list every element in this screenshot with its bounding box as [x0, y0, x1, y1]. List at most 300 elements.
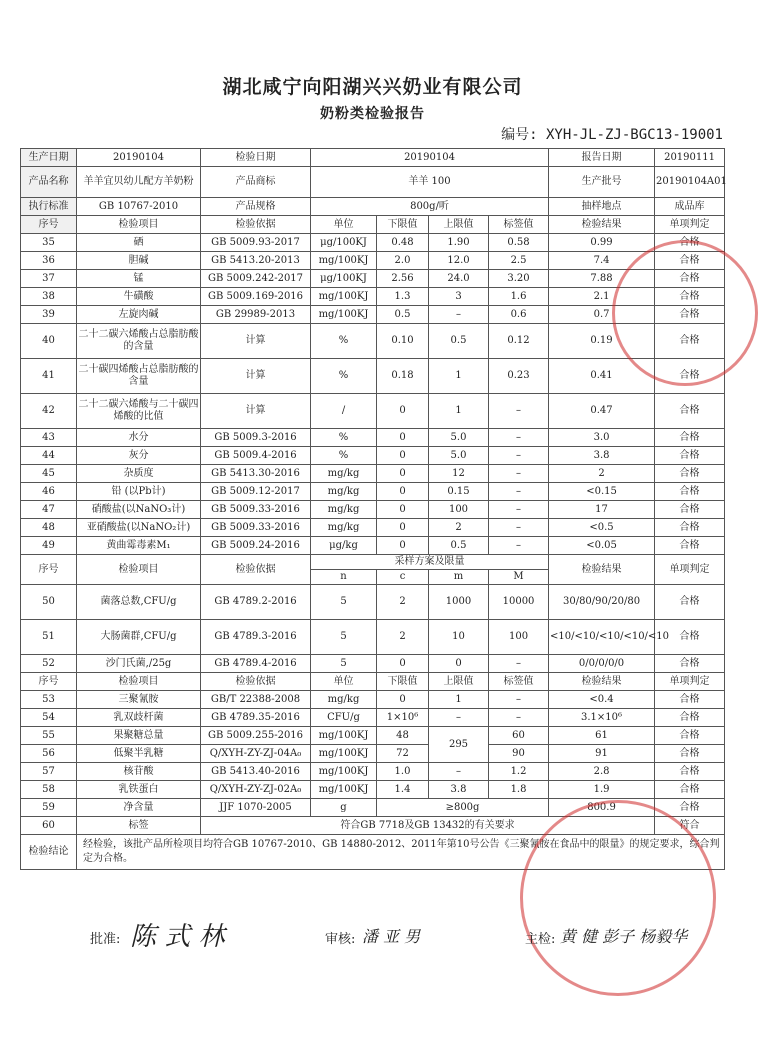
column-header: 上限值: [429, 216, 489, 234]
table-cell: 3.8: [429, 781, 489, 799]
table-cell: 0.23: [489, 359, 549, 394]
table-cell: 2.1: [549, 288, 655, 306]
table-cell: <0.05: [549, 537, 655, 555]
table-cell: 1.4: [377, 781, 429, 799]
table-cell: GB 4789.35-2016: [201, 709, 311, 727]
table-cell: –: [429, 763, 489, 781]
table-cell: 硒: [77, 234, 201, 252]
header-row-3: [21, 673, 725, 691]
table-cell: Q/XYH-ZY-ZJ-04A₀: [201, 745, 311, 763]
table-cell: GB 5009.24-2016: [201, 537, 311, 555]
report-table: [20, 148, 725, 870]
table-row: [21, 394, 725, 429]
table-cell: 5.0: [429, 429, 489, 447]
spec: 800g/听: [311, 198, 549, 216]
table-cell: –: [489, 483, 549, 501]
table-cell: 1.0: [377, 763, 429, 781]
column-header: 检验结果: [549, 216, 655, 234]
table-cell: 12: [429, 465, 489, 483]
table-cell: 计算: [201, 394, 311, 429]
header-row-1: [21, 216, 725, 234]
company-name: 湖北咸宁向阳湖兴兴奶业有限公司: [222, 76, 523, 98]
table-row: [21, 483, 725, 501]
table-row: [21, 727, 725, 745]
table-cell: GB/T 22388-2008: [201, 691, 311, 709]
row-number: 49: [21, 537, 77, 555]
table-cell: –: [489, 447, 549, 465]
conclusion-text: 经检验，该批产品所检项目均符合GB 10767-2010、GB 14880-2012、2011年第10号公告《三聚氰胺在食品中的限量》的规定要求，综合判定为合格。: [77, 835, 725, 870]
table-cell: 合格: [655, 519, 725, 537]
table-cell: 乳双歧杆菌: [77, 709, 201, 727]
row-number: 60: [21, 817, 77, 835]
table-cell: –: [489, 537, 549, 555]
table-cell: JJF 1070-2005: [201, 799, 311, 817]
column-header: 检验结果: [549, 673, 655, 691]
red-seal-stamp-2: [520, 800, 716, 996]
table-cell: –: [489, 655, 549, 673]
table-cell: 合格: [655, 655, 725, 673]
table-cell: 合格: [655, 483, 725, 501]
table-cell: GB 5009.12-2017: [201, 483, 311, 501]
row-number: 51: [21, 620, 77, 655]
table-cell: GB 5413.30-2016: [201, 465, 311, 483]
table-cell: 0.41: [549, 359, 655, 394]
table-cell: 合格: [655, 288, 725, 306]
table-cell: GB 5009.169-2016: [201, 288, 311, 306]
table-cell: 7.88: [549, 270, 655, 288]
table-cell: 合格: [655, 447, 725, 465]
table-cell: 3.20: [489, 270, 549, 288]
table-cell: 标签: [77, 817, 201, 835]
table-cell: 1.8: [489, 781, 549, 799]
table-cell: 2: [429, 519, 489, 537]
table-cell: –: [489, 394, 549, 429]
table-cell: mg/kg: [311, 519, 377, 537]
test-label: 主检:: [525, 932, 556, 947]
table-row: [21, 252, 725, 270]
row-number: 42: [21, 394, 77, 429]
table-cell: GB 5009.242-2017: [201, 270, 311, 288]
report-date: 20190111: [655, 149, 725, 167]
table-cell: GB 4789.3-2016: [201, 620, 311, 655]
table-cell: –: [489, 709, 549, 727]
table-cell: 2: [377, 585, 429, 620]
table-cell: –: [489, 519, 549, 537]
table-cell: μg/kg: [311, 537, 377, 555]
table-cell: 0.99: [549, 234, 655, 252]
signature-row: [0, 912, 745, 962]
column-header: 检验项目: [77, 555, 201, 585]
table-cell: 合格: [655, 585, 725, 620]
review-label: 审核:: [325, 932, 356, 947]
table-cell: 2.8: [549, 763, 655, 781]
table-cell: 3.0: [549, 429, 655, 447]
standard: GB 10767-2010: [77, 198, 201, 216]
product-name-label: 产品名称: [21, 167, 77, 198]
table-cell: 0: [377, 394, 429, 429]
column-header: 序号: [21, 216, 77, 234]
table-cell: 牛磺酸: [77, 288, 201, 306]
table-cell: 符合GB 7718及GB 13432的有关要求: [201, 817, 655, 835]
row-number: 39: [21, 306, 77, 324]
approve-label: 批准:: [90, 932, 121, 947]
table-cell: <0.5: [549, 519, 655, 537]
table-cell: 7.4: [549, 252, 655, 270]
table-cell: 1: [429, 691, 489, 709]
table-cell: –: [489, 691, 549, 709]
table-cell: 黄曲霉毒素M₁: [77, 537, 201, 555]
table-cell: mg/kg: [311, 483, 377, 501]
table-cell: 0/0/0/0/0: [549, 655, 655, 673]
table-row: [21, 745, 725, 763]
column-header: 上限值: [429, 673, 489, 691]
table-cell: 1000: [429, 585, 489, 620]
table-cell: 0: [377, 429, 429, 447]
table-cell: 水分: [77, 429, 201, 447]
table-cell: 295: [429, 727, 489, 763]
table-cell: mg/100KJ: [311, 288, 377, 306]
column-header: 序号: [21, 555, 77, 585]
table-cell: 91: [549, 745, 655, 763]
table-cell: mg/100KJ: [311, 781, 377, 799]
table-cell: 核苷酸: [77, 763, 201, 781]
table-cell: 5: [311, 655, 377, 673]
table-cell: CFU/g: [311, 709, 377, 727]
table-cell: 1.3: [377, 288, 429, 306]
table-cell: –: [489, 465, 549, 483]
table-row: [21, 234, 725, 252]
table-cell: g: [311, 799, 377, 817]
table-row: [21, 465, 725, 483]
report-number: 编号: XYH-JL-ZJ-BGC13-19001: [501, 127, 723, 143]
table-cell: <0.15: [549, 483, 655, 501]
column-header: 单项判定: [655, 673, 725, 691]
table-cell: 1×10⁶: [377, 709, 429, 727]
table-cell: 合格: [655, 359, 725, 394]
column-header: M: [489, 570, 549, 585]
table-cell: GB 5009.3-2016: [201, 429, 311, 447]
table-cell: 灰分: [77, 447, 201, 465]
column-header: 采样方案及限量: [311, 555, 549, 570]
row-number: 57: [21, 763, 77, 781]
table-cell: 合格: [655, 763, 725, 781]
table-cell: GB 5009.93-2017: [201, 234, 311, 252]
table-cell: 3: [429, 288, 489, 306]
review-signature: 潘 亚 男: [362, 927, 421, 946]
table-cell: 17: [549, 501, 655, 519]
table-row: [21, 709, 725, 727]
brand-label: 产品商标: [201, 167, 311, 198]
product-name: 羊羊宜贝幼儿配方羊奶粉: [77, 167, 201, 198]
table-row: [21, 501, 725, 519]
prod-date: 20190104: [77, 149, 201, 167]
table-cell: mg/kg: [311, 465, 377, 483]
table-cell: mg/100KJ: [311, 745, 377, 763]
table-cell: GB 4789.2-2016: [201, 585, 311, 620]
table-cell: 0.18: [377, 359, 429, 394]
row-number: 58: [21, 781, 77, 799]
column-header: 检验项目: [77, 673, 201, 691]
table-cell: 左旋肉碱: [77, 306, 201, 324]
row-number: 35: [21, 234, 77, 252]
spec-label: 产品规格: [201, 198, 311, 216]
column-header: 标签值: [489, 216, 549, 234]
table-cell: 0.5: [429, 324, 489, 359]
sampling-label: 抽样地点: [549, 198, 655, 216]
table-cell: 计算: [201, 359, 311, 394]
table-cell: mg/kg: [311, 691, 377, 709]
table-row: [21, 359, 725, 394]
row-number: 37: [21, 270, 77, 288]
table-cell: 0: [377, 465, 429, 483]
test-date-label: 检验日期: [201, 149, 311, 167]
column-header: 下限值: [377, 216, 429, 234]
table-cell: GB 5413.40-2016: [201, 763, 311, 781]
table-cell: 合格: [655, 429, 725, 447]
table-cell: 0.48: [377, 234, 429, 252]
row-number: 43: [21, 429, 77, 447]
table-cell: /: [311, 394, 377, 429]
table-cell: GB 5413.20-2013: [201, 252, 311, 270]
info-row-1: [21, 149, 725, 167]
row-number: 40: [21, 324, 77, 359]
table-row: [21, 519, 725, 537]
table-cell: 二十二碳六烯酸占总脂肪酸的含量: [77, 324, 201, 359]
table-cell: 0.12: [489, 324, 549, 359]
standard-label: 执行标准: [21, 198, 77, 216]
table-row: [21, 585, 725, 620]
table-cell: 合格: [655, 270, 725, 288]
row-number: 44: [21, 447, 77, 465]
column-header: 单项判定: [655, 555, 725, 585]
table-cell: 61: [549, 727, 655, 745]
row-number: 41: [21, 359, 77, 394]
column-header: 标签值: [489, 673, 549, 691]
table-cell: 1.2: [489, 763, 549, 781]
table-cell: 2: [377, 620, 429, 655]
table-cell: 0: [377, 519, 429, 537]
table-cell: 0.47: [549, 394, 655, 429]
table-cell: 沙门氏菌,/25g: [77, 655, 201, 673]
test-date: 20190104: [311, 149, 549, 167]
table-cell: ≥800g: [377, 799, 549, 817]
table-row: [21, 429, 725, 447]
row-number: 55: [21, 727, 77, 745]
table-cell: 0.10: [377, 324, 429, 359]
table-cell: 0.5: [429, 537, 489, 555]
table-cell: 24.0: [429, 270, 489, 288]
table-cell: 合格: [655, 691, 725, 709]
table-cell: 0: [377, 537, 429, 555]
row-number: 38: [21, 288, 77, 306]
info-row-2: [21, 167, 725, 198]
column-header: 序号: [21, 673, 77, 691]
table-cell: 胆碱: [77, 252, 201, 270]
table-cell: 1: [429, 359, 489, 394]
table-cell: 100: [429, 501, 489, 519]
column-header: 单位: [311, 216, 377, 234]
table-cell: 0: [377, 691, 429, 709]
table-cell: 合格: [655, 252, 725, 270]
info-row-3: [21, 198, 725, 216]
table-cell: 低聚半乳糖: [77, 745, 201, 763]
table-cell: GB 5009.255-2016: [201, 727, 311, 745]
table-cell: 2.56: [377, 270, 429, 288]
table-row: [21, 655, 725, 673]
table-cell: 符合: [655, 817, 725, 835]
table-cell: 90: [489, 745, 549, 763]
column-header: 下限值: [377, 673, 429, 691]
row-number: 53: [21, 691, 77, 709]
table-cell: 48: [377, 727, 429, 745]
table-cell: 1.9: [549, 781, 655, 799]
table-cell: mg/100KJ: [311, 252, 377, 270]
table-cell: 10000: [489, 585, 549, 620]
table-row: [21, 620, 725, 655]
conclusion-label: 检验结论: [21, 835, 77, 870]
test-signature: 黄 健 彭子 杨毅华: [560, 927, 688, 946]
table-cell: 5.0: [429, 447, 489, 465]
table-cell: 0: [429, 655, 489, 673]
table-cell: GB 29989-2013: [201, 306, 311, 324]
table-cell: 合格: [655, 306, 725, 324]
table-row: [21, 763, 725, 781]
table-cell: 杂质度: [77, 465, 201, 483]
row-number: 52: [21, 655, 77, 673]
table-cell: 净含量: [77, 799, 201, 817]
table-cell: –: [489, 501, 549, 519]
table-cell: 0.15: [429, 483, 489, 501]
table-cell: 100: [489, 620, 549, 655]
column-header: 检验项目: [77, 216, 201, 234]
row-number: 54: [21, 709, 77, 727]
table-cell: 12.0: [429, 252, 489, 270]
brand: 羊羊 100: [311, 167, 549, 198]
table-cell: 1.6: [489, 288, 549, 306]
table-cell: –: [429, 306, 489, 324]
table-cell: 0: [377, 655, 429, 673]
row-number: 36: [21, 252, 77, 270]
table-cell: 0.7: [549, 306, 655, 324]
sampling: 成品库: [655, 198, 725, 216]
column-header: 检验依据: [201, 555, 311, 585]
table-cell: 1.90: [429, 234, 489, 252]
table-cell: 合格: [655, 324, 725, 359]
table-row: [21, 447, 725, 465]
table-cell: μg/100KJ: [311, 270, 377, 288]
table-cell: mg/kg: [311, 501, 377, 519]
table-cell: 3.1×10⁶: [549, 709, 655, 727]
prod-date-label: 生产日期: [21, 149, 77, 167]
table-row: [21, 537, 725, 555]
table-cell: 合格: [655, 394, 725, 429]
row-number: 59: [21, 799, 77, 817]
column-header: 检验结果: [549, 555, 655, 585]
batch: 20190104A01: [655, 167, 725, 198]
table-cell: 2.0: [377, 252, 429, 270]
table-cell: 合格: [655, 537, 725, 555]
row-number: 46: [21, 483, 77, 501]
table-cell: 合格: [655, 501, 725, 519]
table-cell: 亚硝酸盐(以NaNO₂计): [77, 519, 201, 537]
batch-label: 生产批号: [549, 167, 655, 198]
table-cell: <0.4: [549, 691, 655, 709]
table-cell: Q/XYH-ZY-ZJ-02A₀: [201, 781, 311, 799]
table-cell: 大肠菌群,CFU/g: [77, 620, 201, 655]
table-cell: 合格: [655, 799, 725, 817]
report-title: 奶粉类检验报告: [320, 106, 425, 122]
table-cell: 铅 (以Pb计): [77, 483, 201, 501]
table-cell: 果聚糖总量: [77, 727, 201, 745]
column-header: c: [377, 570, 429, 585]
row-number: 50: [21, 585, 77, 620]
table-cell: 72: [377, 745, 429, 763]
report-date-label: 报告日期: [549, 149, 655, 167]
table-cell: 0.5: [377, 306, 429, 324]
column-header: 检验依据: [201, 216, 311, 234]
table-cell: 0.6: [489, 306, 549, 324]
table-cell: <10/<10/<10/<10/<10: [549, 620, 655, 655]
table-cell: 0: [377, 447, 429, 465]
table-cell: mg/100KJ: [311, 727, 377, 745]
table-cell: GB 5009.33-2016: [201, 501, 311, 519]
column-header: 检验依据: [201, 673, 311, 691]
table-cell: 合格: [655, 781, 725, 799]
table-cell: 3.8: [549, 447, 655, 465]
column-header: n: [311, 570, 377, 585]
table-cell: 5: [311, 620, 377, 655]
table-cell: 乳铁蛋白: [77, 781, 201, 799]
table-row: [21, 781, 725, 799]
table-cell: 0: [377, 483, 429, 501]
table-cell: mg/100KJ: [311, 763, 377, 781]
table-cell: 0.58: [489, 234, 549, 252]
table-cell: μg/100KJ: [311, 234, 377, 252]
table-cell: %: [311, 447, 377, 465]
table-cell: 二十碳四烯酸占总脂肪酸的含量: [77, 359, 201, 394]
table-cell: GB 5009.33-2016: [201, 519, 311, 537]
red-seal-stamp-1: [612, 240, 758, 386]
column-header: 单位: [311, 673, 377, 691]
table-cell: 合格: [655, 709, 725, 727]
table-cell: 合格: [655, 234, 725, 252]
table-cell: %: [311, 429, 377, 447]
table-cell: 二十二碳六烯酸与二十碳四烯酸的比值: [77, 394, 201, 429]
table-cell: –: [429, 709, 489, 727]
header-row-2: [21, 555, 725, 570]
row-number: 45: [21, 465, 77, 483]
table-cell: 5: [311, 585, 377, 620]
approve-signature: 陈 式 林: [130, 922, 225, 952]
table-cell: 合格: [655, 620, 725, 655]
table-cell: %: [311, 359, 377, 394]
table-cell: 10: [429, 620, 489, 655]
table-cell: 2.5: [489, 252, 549, 270]
table-cell: 硝酸盐(以NaNO₃计): [77, 501, 201, 519]
column-header: m: [429, 570, 489, 585]
table-cell: 800.9: [549, 799, 655, 817]
table-cell: 合格: [655, 745, 725, 763]
table-cell: 0: [377, 501, 429, 519]
table-cell: 合格: [655, 727, 725, 745]
table-cell: 锰: [77, 270, 201, 288]
row-number: 48: [21, 519, 77, 537]
table-cell: %: [311, 324, 377, 359]
table-cell: 1: [429, 394, 489, 429]
table-cell: 2: [549, 465, 655, 483]
table-cell: 合格: [655, 465, 725, 483]
table-cell: 计算: [201, 324, 311, 359]
